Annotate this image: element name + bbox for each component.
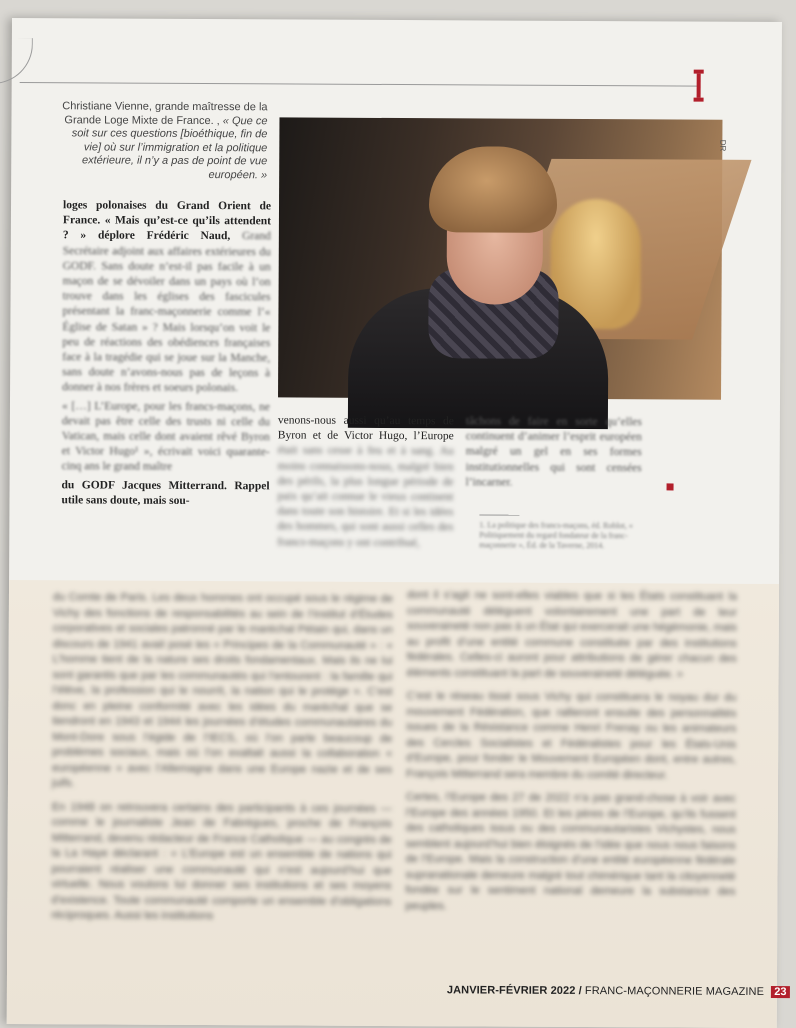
magazine-page xyxy=(7,18,787,1028)
column-3-text: tâchons de faire en sorte qu’elles continuent d’animer l’esprit européen malgré un gel en ses formes institutionnelles qui sont censées l’incarner. xyxy=(465,415,642,489)
footnote: 1. La politique des francs-maçons, éd. Roblot, « Politiquement du regard fondateur de la franc-maçonnerie », Éd. de la Taverne, 2014. xyxy=(479,520,633,551)
column-1-quote: « […] L’Europe, pour les francs-maçons, ne devait pas être celle des trusts ni celle du Vatican, mais celle dont avaient rêvé Byron et Victor Hugo¹ », écrivait voici quarante-cinq ans le grand maître xyxy=(61,399,270,474)
article-column-3 xyxy=(466,414,642,494)
sidebar-paragraph-3: dont il s’agit ne sont-elles viables que si les États constituant la communauté délèguent volontairement une part de leur souveraineté non pas à un État qui exercerait une hégémonie, mais au profit d’une entité commune constituée par des institutions fédérales. Celles-ci auront pour attributions de gérer chacun des éléments constituant la part de souveraineté déléguée. » xyxy=(406,589,738,681)
footnote-rule xyxy=(479,514,519,515)
caption-quote: « Que ce soit sur ces questions [bioéthique, fin de vie] où sur l’immigration et la politique extérieure, il n’y a pas de point de vue européen. » xyxy=(71,114,268,181)
column-1-lead: loges polonaises du Grand Orient de France. « Mais qu’est-ce qu’ils attendent ? » déplore Frédéric Naud, Grand Secrétaire adjoint aux affaires extérieures du GODF. Sans doute n’est-il pas facile à un maçon de se dévoiler dans un pays où l’on trouve dans les églises des fascicules présentant la franc-maçonnerie comme l’« Église de Satan » ? Mais lorsqu’on voit le peu de réactions des obédiences françaises face à la tragédie qui se joue sur la Manche, sans doute n’avons-nous pas de leçons à donner à nos frères et soeurs polonais. xyxy=(62,199,272,395)
sidebar-paragraph-5: Certes, l’Europe des 27 de 2022 n’a pas grand-chose à voir avec l’Europe des années 1950. Et les pères de l’Europe, qu’ils fussent des catholiques issus ou des communautaristes Vichystes, nous semblent aujourd’hui bien éloignés de l’idée que nous nous faisons de l’Europe. Mais la construction d’une entité européenne fédérale supranationale demeure malgré tout chimérique tant la citoyenneté fondée sur le sentiment national demeure la substance des peuples. xyxy=(405,791,736,912)
photo-caption xyxy=(55,100,267,182)
column-1-end: du GODF Jacques Mitterrand. Rappel utile sans doute, mais sou- xyxy=(61,478,270,507)
header-rule xyxy=(20,82,700,87)
article-column-2 xyxy=(277,413,454,554)
issue-date: JANVIER-FÉVRIER 2022 / xyxy=(446,984,582,997)
sidebar-column-1 xyxy=(51,590,393,933)
portrait-photo xyxy=(278,117,722,399)
pillar-icon xyxy=(694,70,704,102)
sidebar-paragraph-2: En 1948 on retrouvera certains des participants à ces journées — comme le journaliste Jean de Fabrègues, proche de François Mitterrand, devenu rédacteur de France Catholique — au congrès de la La Haye déclarant : « L’Europe est un ensemble de nations qui pourraient réaliser une communauté qui n’est aujourd’hui que virtuelle. Nous voulons lui donner ses institutions et ses moyens d’existence. Toute communauté comporte un ensemble d’obligations réciproques. Aussi les institutions xyxy=(51,800,392,923)
sidebar-paragraph-1: du Comte de Paris. Les deux hommes ont occupé sous le régime de Vichy des fonctions de responsabilités au sein de l’Institut d’Études corporatives et sociales patronné par le maréchal Pétain qui, dans un discours de 1941 avait posé les « Principes de la Communauté » : « L’homme tient de la nature ses droits fondamentaux. Mais ils ne lui sont garantis que par les communautés qui l’entourent : la famille qui l’élève, la profession qui le nourrit, la nation qui le protège ». C’est donc en pleine conformité avec les idées du maréchal que se tiendront en 1943 et 1944 les journées d’études communautaires du Mont-Dore sous l’égide de l’IECS, où l’on parle beaucoup de problèmes sociaux, mais où l’on exaltait aussi la collaboration « européenne » avec l’Allemagne dans une Europe nazie et de ses juifs. xyxy=(51,591,393,790)
article-end-mark xyxy=(667,483,674,490)
caption-text: Christiane Vienne, grande maîtresse de la Grande Loge Mixte de France. , xyxy=(62,100,268,127)
publication-name: FRANC-MAÇONNERIE MAGAZINE xyxy=(584,985,765,998)
sidebar-column-2 xyxy=(405,588,737,924)
sidebar-paragraph-4: C’est le réseau tissé sous Vichy qui constituera le noyau dur du mouvement Fédération, que rallieront ensuite des personnalités issues de la Résistance comme Henri Frenay ou les animateurs des Cercles Socialistes et Fédéralistes pour les États-Unis d’Europe, pour fonder le Mouvement Européen dont, entre autres, François Mitterrand sera membre du comité directeur. xyxy=(406,690,737,781)
column-2-text: venons-nous aussi qu’au temps de Byron et de Victor Hugo, l’Europe était sans cesse à feu et à sang. Au moins connaissons-nous, malgré bien des périls, la plus longue période de paix qu’ait connue le vieux continent dans toute son histoire. Et si les idées des hommes, qui sont aussi celles des francs-maçons y ont contribué, xyxy=(277,414,454,549)
header-decoration-curve xyxy=(0,38,33,84)
photo-credit: DR xyxy=(718,139,728,152)
page-footer xyxy=(447,984,790,998)
page-number: 23 xyxy=(771,986,790,998)
article-column-1 xyxy=(61,198,271,512)
